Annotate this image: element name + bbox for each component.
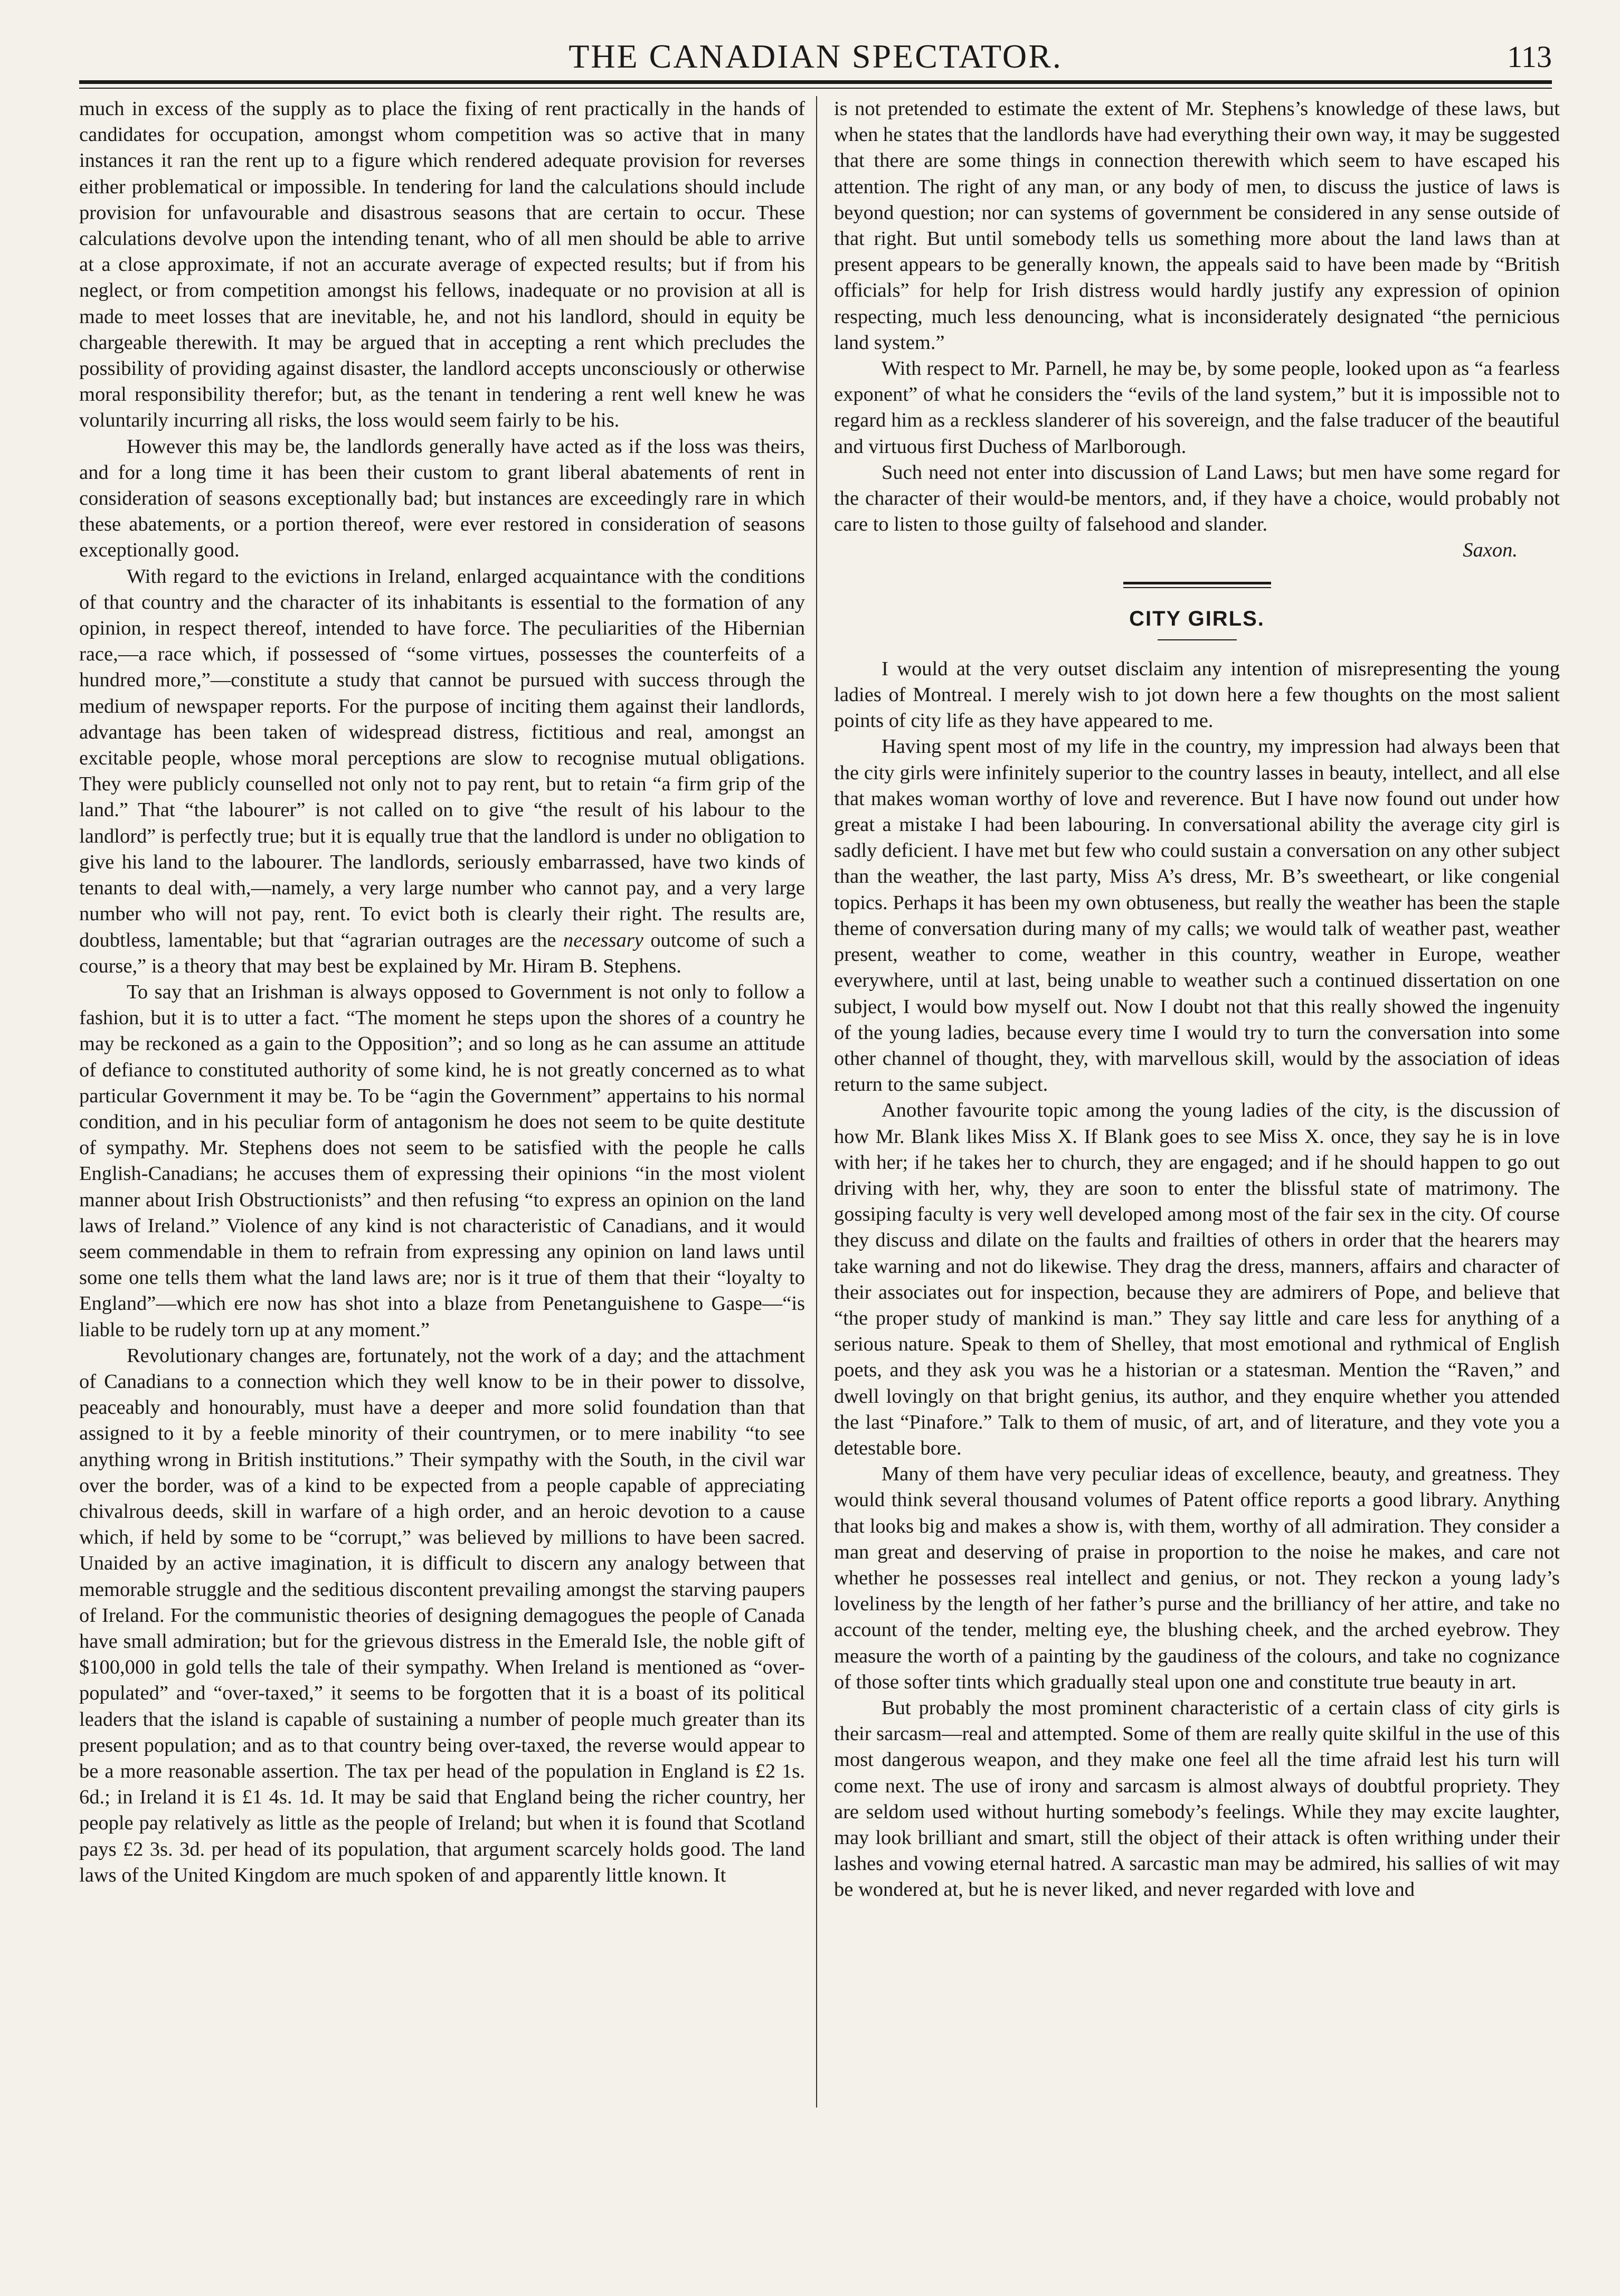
section-title-underline bbox=[1158, 639, 1237, 640]
paragraph: However this may be, the landlords generally have acted as if the loss was theirs, and for a long time it has been their custom to grant liberal abatements of rent in consideration of seasons exceptionally bad; but instances are exceedingly rare in which these abatements, or a portion thereof, were ever restored in consideration of seasons exceptionally good. bbox=[79, 435, 805, 562]
section-title: CITY GIRLS. bbox=[1129, 607, 1265, 630]
paragraph: Revolutionary changes are, fortunately, not the work of a day; and the attachment of Canadians to a connection which they well know to be in their power to dissolve, peaceably and honourably, must have a deeper and more solid foundation than that assigned to it by a feeble minority of their countrymen, or to mere inability “to see anything wrong in British institutions.” Their sympathy with the South, in the civil war over the border, was of a kind to be expected from a people capable of appreciating chivalrous deeds, skill in warfare of a high order, and an heroic devotion to a cause which, if held by some to be “corrupt,” was believed by millions to have been sacred. Unaided by an active imagination, it is difficult to discern any analogy between that memorable struggle and the seditious discontent prevailing amongst the starving paupers of Ireland. For the communistic theories of designing demagogues the people of Canada have small admiration; but for the grievous distress in the Emerald Isle, the noble gift of $100,000 in gold tells the tale of their sympathy. When Ireland is mentioned as “over-populated” and “over-taxed,” it seems to be forgotten that it is a boast of its political leaders that the island is capable of sustaining a number of people much greater than its present population; and as to that country being over-taxed, the reverse would appear to be a more reasonable assertion. The tax per head of the population in England is £2 1s. 6d.; in Ireland it is £1 4s. 1d. It may be said that England being the richer country, her people pay relatively as little as the people of Ireland; but when it is found that Scotland pays £2 3s. 3d. per head of its population, that argument scarcely holds good. The land laws of the United Kingdom are much spoken of and apparently little known. It bbox=[79, 1344, 805, 1886]
emphasized-word: necessary bbox=[563, 929, 643, 951]
paragraph: Many of them have very peculiar ideas of excellence, beauty, and greatness. They would think several thousand volumes of Patent office reports a good library. Anything that looks big and makes a show is, with them, worthy of all admiration. They consider a man great and deserving of praise in proportion to the noise he makes, and care not whether he possesses real intellect and genius, or not. They reckon a young lady’s loveliness by the length of her father’s purse and the brilliancy of her attire, and take no account of the tender, melting eye, the blushing cheek, and the arched eyebrow. They measure the worth of a painting by the gaudiness of the colours, and take no cognizance of those softer tints which gradually steal upon one and constitute true beauty in art. bbox=[834, 1463, 1560, 1693]
paragraph-text: outcome of such a course,” is a theory that may best be explained by Mr. Hiram B. Stephens. bbox=[79, 929, 806, 977]
paragraph: Having spent most of my life in the country, my impression had always been that the city girls were infinitely superior to the country lasses in beauty, intellect, and all else that makes woman worthy of love and reverence. But I have now found out under how great a mistake I had been labouring. In conversational ability the average city girl is sadly deficient. I have met but few who could sustain a conversation on any other subject than the weather, the last party, Miss A’s dress, Mr. B’s sweetheart, or like congenial topics. Perhaps it has been my own obtuseness, but really the weather has been the staple theme of conversation during many of my calls; we would talk of weather past, weather present, weather to come, weather in this country, weather in Europe, weather everywhere, until at last, being unable to weather such a continued dissertation on one subject, I would bow myself out. Now I doubt not that this really showed the ingenuity of the young ladies, because every time I would try to turn the conversation into some other channel of thought, they, with marvellous skill, would by the association of ideas return to the same subject. bbox=[834, 735, 1560, 1096]
paragraph: With respect to Mr. Parnell, he may be, by some people, looked upon as “a fearless exponent” of what he considers the “evils of the land system,” but it is impossible not to regard him as a reckless slanderer of his sovereign, and the false traducer of the beautiful and virtuous first Duchess of Marlborough. bbox=[834, 357, 1560, 458]
header-rule-thin bbox=[79, 88, 1552, 89]
paragraph bbox=[79, 564, 805, 979]
paragraph: I would at the very outset disclaim any intention of misrepresenting the young ladies of Montreal. I merely wish to jot down here a few thoughts on the most salient points of city life as they have appeared to me. bbox=[834, 657, 1560, 732]
header-rule bbox=[79, 80, 1552, 84]
publication-title: THE CANADIAN SPECTATOR. bbox=[569, 37, 1063, 75]
masthead bbox=[79, 32, 1552, 84]
paragraph: To say that an Irishman is always opposed to Government is not only to follow a fashion, but it is to utter a fact. “The moment he steps upon the shores of a country he may be reckoned as a gain to the Opposition”; and so long as he can assume an attitude of defiance to constituted authority of some kind, he is not greatly concerned as to what particular Government it may be. To be “agin the Government” appertains to his normal condition, and in his peculiar form of antagonism he does not seem to be quite destitute of sympathy. Mr. Stephens does not seem to be satisfied with the people he calls English-Canadians; he accuses them of expressing their opinions “in the most violent manner about Irish Obstructionists” and then refusing “to express an opinion on the land laws of Ireland.” Violence of any kind is not characteristic of Canadians, and it would seem commendable in them to refrain from expressing any opinion on land laws until some one tells them what the land laws are; nor is it true of them that their “loyalty to England”—which ere now has shot into a blaze from Penetanguishene to Gaspe—“is liable to be rudely torn up at any moment.” bbox=[79, 980, 805, 1341]
left-column bbox=[79, 96, 805, 1888]
paragraph-text: With regard to the evictions in Ireland, enlarged acquaintance with the conditions of that country and the character of its inhabitants is essential to the formation of any opinion, in respect thereof, intended to have force. The peculiarities of the Hibernian race,—a race which, if possessed of “some virtues, possesses the counterfeits of a hundred more,”—constitute a study that cannot be pursued with success through the medium of newspaper reports. For the purpose of inciting them against their landlords, advantage has been taken of widespread distress, fictitious and real, amongst an excitable people, whose moral perceptions are slow to recognise mutual obligations. They were publicly counselled not only not to pay rent, but to retain “a firm grip of the land.” That “the labourer” is not called on to give “the result of his labour to the landlord” is perfectly true; but it is equally true that the landlord is under no obligation to give his land to the labourer. The landlords, seriously embarrassed, have two kinds of tenants to deal with,—namely, a very large number who cannot pay, and a very large number who will not pay, rent. To evict both is clearly their right. The results are, doubtless, lamentable; but that “agrarian outrages are the bbox=[79, 565, 805, 951]
author-signature: Saxon. bbox=[1463, 539, 1518, 562]
paragraph: much in excess of the supply as to place the fixing of rent practically in the hands of candidates for occupation, amongst whom competition was so active that in many instances it ran the rent up to a figure which rendered adequate provision for reverses either problematical or impossible. In tendering for land the calculations should include provision for unfavourable and disastrous seasons that are certain to occur. These calculations devolve upon the intending tenant, who of all men should be able to arrive at a close approximate, if not an accurate average of expected results; but if from his neglect, or from competition amongst his fellows, inadequate or no provision at all is made to meet losses that are inevitable, he, and not his landlord, should in equity be chargeable therewith. It may be argued that in accepting a rent which precludes the possibility of providing against disaster, the landlord accepts unconsciously or otherwise moral responsibility therefor; but, as the tenant in tendering a rent well knew he was voluntarily incurring all risks, the loss would seem fairly to be his. bbox=[79, 98, 805, 432]
paragraph: Another favourite topic among the young ladies of the city, is the discussion of how Mr. Blank likes Miss X. If Blank goes to see Miss X. once, they say he is in love with her; if he takes her to church, they are engaged; and if he should happen to go out driving with her, why, they are soon to enter the blissful state of matrimony. The gossiping faculty is very well developed among most of the fair sex in the city. Of course they discuss and dilate on the faults and frailties of others in order that the hearers may take warning and not do likewise. They drag the dress, manners, affairs and character of their associates out for inspection, because they are admirers of Pope, and believe that “the proper study of mankind is man.” They say little and care less for anything of a serious nature. Speak to them of Shelley, that most emotional and rythmical of English poets, and they ask you was he a historian or a statesman. Mention the “Raven,” and dwell lovingly on that bright genius, its author, and they enquire whether you attended the last “Pinafore.” Talk to them of music, of art, and of literature, and they vote you a detestable bore. bbox=[834, 1099, 1560, 1459]
page-number: 113 bbox=[1507, 40, 1552, 74]
paragraph: But probably the most prominent characteristic of a certain class of city girls is their sarcasm—real and attempted. Some of them are really quite skilful in the use of this most dangerous weapon, and they make one feel all the time afraid lest his turn will come next. The use of irony and sarcasm is almost always of doubtful propriety. They are seldom used without hurting somebody’s feelings. While they may excite laughter, may look brilliant and smart, still the object of their attack is often writhing under their lashes and vowing eternal hatred. A sarcastic man may be admired, his sallies of wit may be wondered at, but he is never liked, and never regarded with love and bbox=[834, 1696, 1560, 1901]
right-column bbox=[834, 96, 1560, 1903]
paragraph: is not pretended to estimate the extent of Mr. Stephens’s knowledge of these laws, but when he states that the landlords have had everything their own way, it may be suggested that there are some things in connection therewith which seem to have escaped his attention. The right of any man, or any body of men, to discuss the justice of laws is beyond question; nor can systems of government be considered in any sense outside of that right. But until somebody tells us something more about the land laws than at present appears to be generally known, the appeals said to have been made by “British officials” for help for Irish distress would hardly justify any expression of opinion respecting, much less denouncing, what is inconsiderately designated “the pernicious land system.” bbox=[834, 98, 1560, 354]
column-divider bbox=[816, 96, 817, 2108]
paragraph: Such need not enter into discussion of Land Laws; but men have some regard for the character of their would-be mentors, and, if they have a choice, would probably not care to listen to those guilty of falsehood and slander. bbox=[834, 461, 1560, 536]
section-divider bbox=[1123, 582, 1271, 588]
